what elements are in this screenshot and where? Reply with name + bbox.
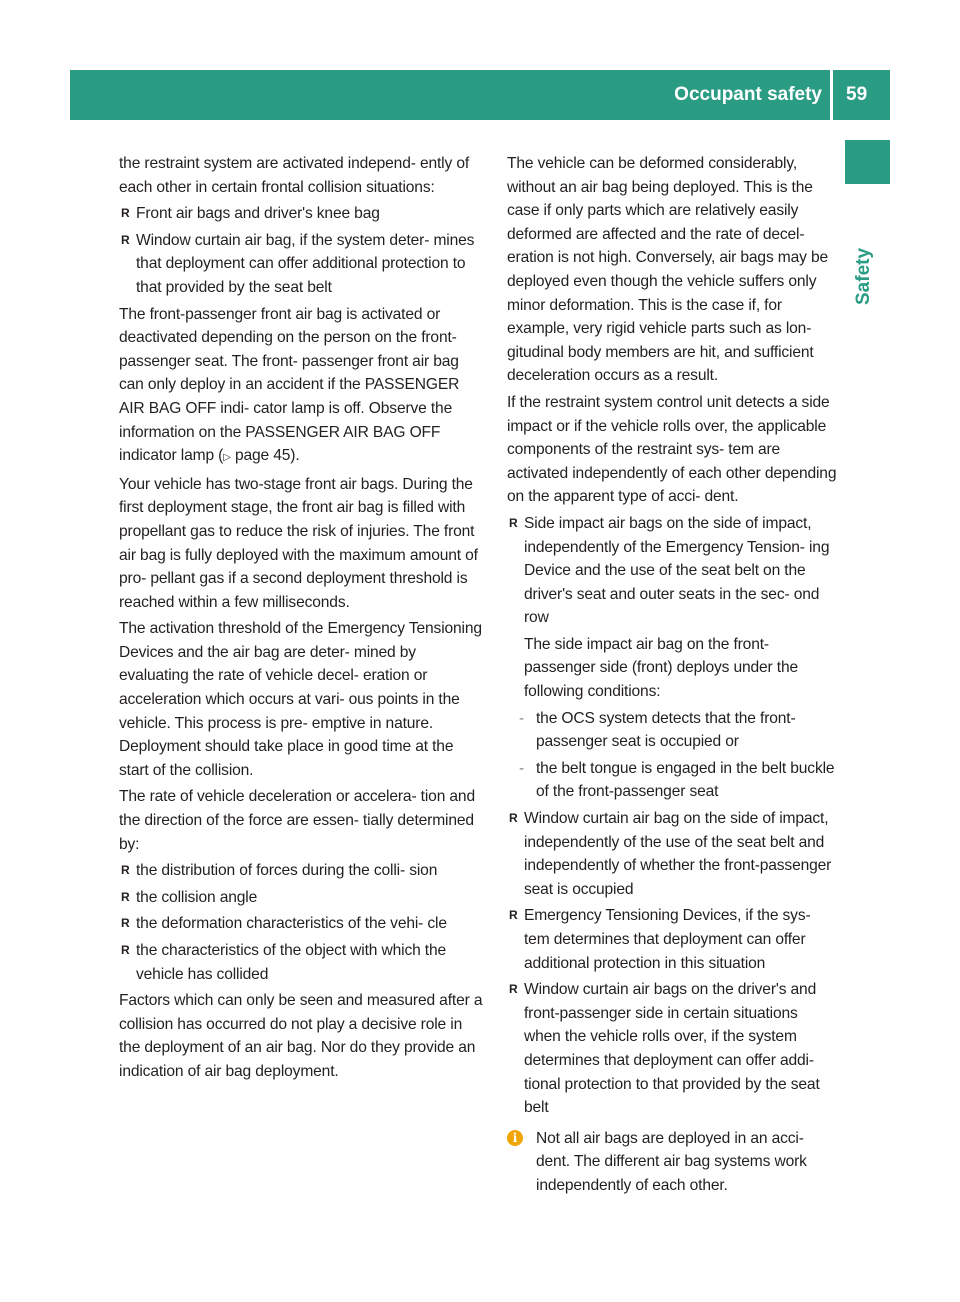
paragraph: the restraint system are activated independ- ently of each other in certain frontal collision situations:: [119, 155, 470, 196]
list-item: R the distribution of forces during the colli- sion: [119, 859, 484, 883]
sub-list-item: - the belt tongue is engaged in the belt buckle of the front-passenger seat: [507, 757, 837, 804]
list-item: R Front air bags and driver's knee bag: [119, 202, 484, 226]
page-ref-arrow-icon: ▷: [223, 452, 231, 464]
list-item: R Window curtain air bags on the driver's and front-passenger side in certain situations when the vehicle rolls over, if the system determines that deployment can offer addi- tional protection to that provided by the seat belt: [507, 978, 837, 1120]
paragraph-text: The front-passenger front air bag is activated or deactivated depending on the person on the front-passenger seat. The front- passenger front air bag can only deploy in an accident if the PASSENGER AIR BAG OFF indi- cator lamp is off. Observe the information on the PASSENGER AIR BAG OFF indicator lamp: [119, 305, 460, 465]
list-item: R the characteristics of the object with which the vehicle has collided: [119, 939, 484, 986]
page-reference-link[interactable]: page 45).: [234, 447, 300, 465]
paragraph: The front-passenger front air bag is activated or deactivated depending on the person on the front-passenger seat. The front- passenger front air bag can only deploy in an accident if the PASSENGER AIR BAG OFF indi- cator lamp is off. Observe the information on the PASSENGER AIR BAG OFF indicator lamp (▷ page 45).: [119, 305, 460, 465]
info-icon: i: [507, 1130, 523, 1146]
paragraph: The vehicle can be deformed considerably, without an air bag being deployed. This is the case if only parts which are relatively easily deformed are affected and the rate of decel- eration is not high. Conversely, air bags may be deployed even though the vehicle suffers only minor deformation. This is the case if, for example, very rigid vehicle parts such as lon- gitudinal body members are hit, and sufficient deceleration occurs as a result.: [507, 155, 829, 385]
paragraph: The rate of vehicle deceleration or accelera- tion and the direction of the force are essen- tially determined by:: [119, 788, 475, 853]
section-title: Occupant safety: [674, 84, 822, 105]
list-item-subtext: The side impact air bag on the front- passenger side (front) deploys under the following conditions:: [524, 635, 798, 701]
list-item: R Window curtain air bag on the side of impact, independently of the use of the seat belt and independently of whether the front-passenger seat is occupied: [507, 807, 837, 901]
left-column: [119, 152, 484, 1087]
right-column: [507, 152, 837, 1198]
side-tab-block: [845, 140, 890, 184]
list-item: R the deformation characteristics of the vehi- cle: [119, 912, 484, 936]
info-note: [507, 1127, 837, 1198]
list-item: R the collision angle: [119, 886, 484, 910]
list-item: R Emergency Tensioning Devices, if the sys- tem determines that deployment can offer additional protection in this situation: [507, 904, 837, 975]
paragraph: Your vehicle has two-stage front air bags. During the first deployment stage, the front air bag is filled with propellant gas to reduce the risk of injuries. The front air bag is fully deployed with the maximum amount of pro- pellant gas if a second deployment threshold is reached within a few milliseconds.: [119, 475, 478, 611]
paragraph: Factors which can only be seen and measured after a collision has occurred do not play a decisive role in the deployment of an air bag. Nor do they provide an indication of air bag deployment.: [119, 992, 483, 1080]
list-item: R Window curtain air bag, if the system deter- mines that deployment can offer additional protection to that provided by the seat belt: [119, 229, 484, 300]
header-separator: [830, 70, 833, 120]
paragraph: If the restraint system control unit detects a side impact or if the vehicle rolls over, the applicable components of the restraint sys- tem are activated independently of each other depending on the apparent type of acci- dent.: [507, 393, 837, 506]
side-tab-label: Safety: [853, 247, 874, 305]
paragraph: The activation threshold of the Emergency Tensioning Devices and the air bag are deter- mined by evaluating the rate of vehicle decel- eration or acceleration which occurs at vari- ous points in the vehicle. This process is pre- emptive in nature. Deployment should take place in good time at the start of the collision.: [119, 620, 482, 779]
list-item: R Side impact air bags on the side of impact, independently of the Emergency Tension- ing Device and the use of the seat belt on the driver's seat and outer seats in the sec- ond row: [507, 512, 837, 630]
sub-list-item: - the OCS system detects that the front- passenger seat is occupied or: [507, 707, 837, 754]
page-number: 59: [846, 84, 868, 105]
note-text: Not all air bags are deployed in an acci- dent. The different air bag systems work independently of each other.: [536, 1129, 807, 1194]
